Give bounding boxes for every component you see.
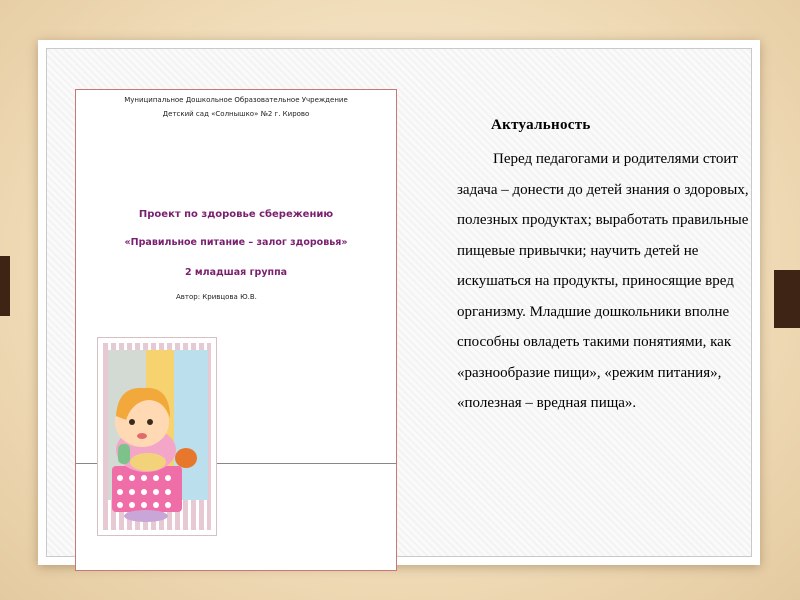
slide-card [38,40,760,565]
cover-author: Автор: Кривцова Ю.В. [176,293,257,301]
card-inner-border [46,48,752,557]
cover-institution-line1: Муниципальное Дошкольное Образовательное Учреждение [124,96,348,104]
right-edge-tab [774,270,800,328]
child-figure-icon [98,338,216,535]
section-body-text: Перед педагогами и родителями стоит задача – донести до детей знания о здоровых, полезных продуктах; выработать правильные пищевые привычки; научить детей не искушаться на продукты, приносящие вред организму. Младшие дошкольники вполне способны овладеть такими понятиями, как «разнообразие пищи», «режим питания», «полезная – вредная пища». [457,151,749,411]
cover-project-title: Проект по здоровье сбережению [138,209,334,220]
cover-group: 2 младшая группа [184,267,288,278]
child-eating-illustration-icon [97,337,217,536]
left-edge-tab [0,256,10,316]
cover-project-subtitle: «Правильное питание – залог здоровья» [124,237,348,248]
section-heading: Актуальность [491,117,591,133]
cover-institution-line2: Детский сад «Солнышко» №2 г. Кирово [162,110,310,118]
